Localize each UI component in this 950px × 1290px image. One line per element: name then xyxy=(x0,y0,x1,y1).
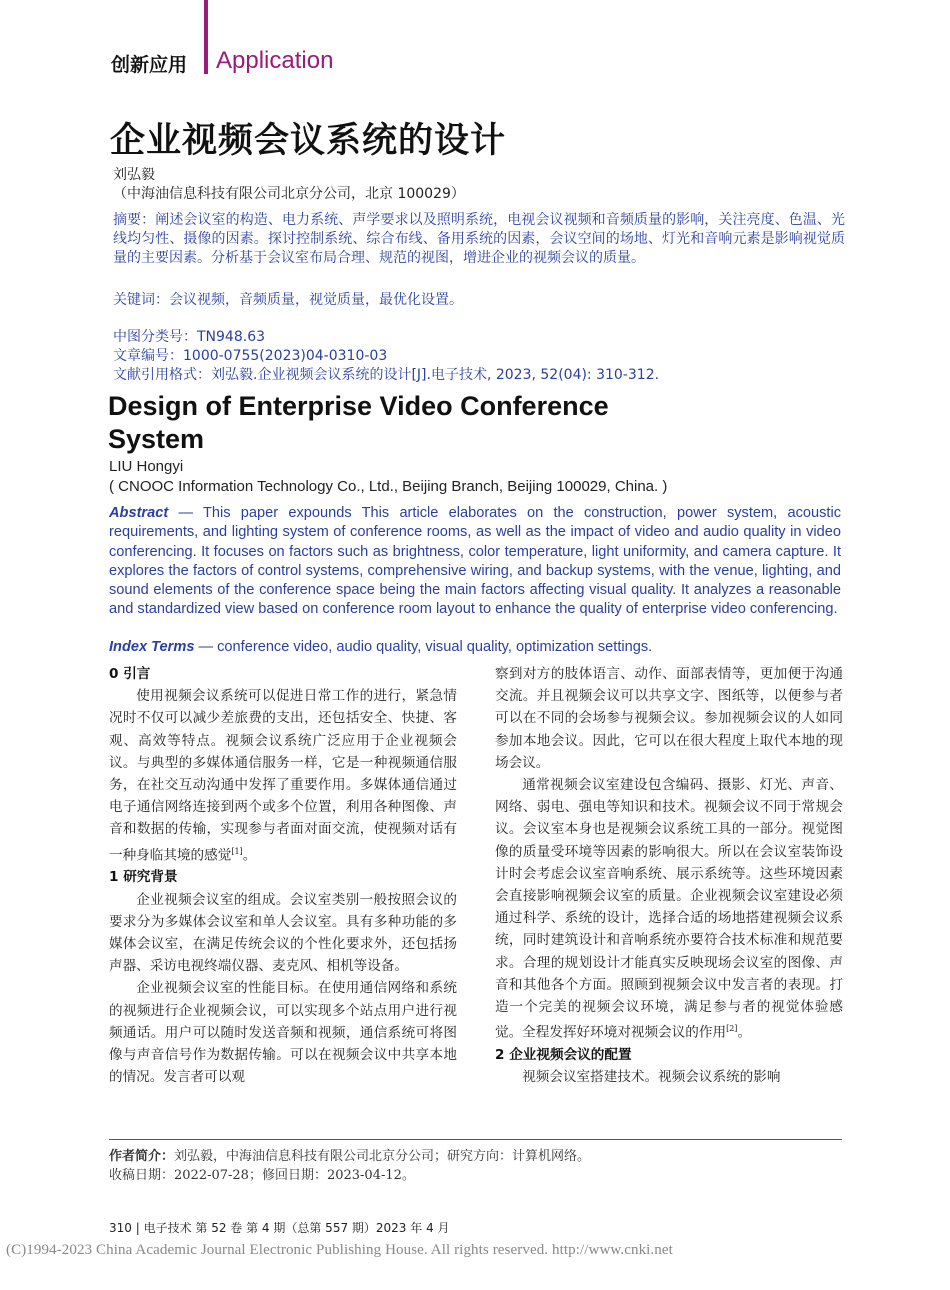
body-paragraph: 通常视频会议室建设包含编码、摄影、灯光、声音、网络、弱电、强电等知识和技术。视频会议不同于常规会议。会议室本身也是视频会议系统工具的一部分。视觉图像的质量受环境等因素的影响很大。所以在会议室装饰设计时会考虑会议室音响系统、展示系统等。这些环境因素会直接影响视频会议室的质量。企业视频会议室建设必须通过科学、系统的设计，选择合适的场地搭建视频会议系统，同时建筑设计和音响系统亦要符合技术标准和规范要求。合理的规划设计才能真实反映现场会议室的图像、声音和其他各个方面。照顾到视频会议中发言者的表现。打造一个完美的视频会议环境，满足参与者的视觉体验感觉。全程发挥好环境对视频会议的作用[2]。 xyxy=(495,777,843,1041)
abstract-en-label: Abstract xyxy=(109,505,169,521)
body-left-column xyxy=(109,663,457,1088)
citation-format: 文献引用格式：刘弘毅.企业视频会议系统的设计[J].电子技术, 2023, 52(04): 310-312. xyxy=(113,367,660,383)
section-heading-0: 0 引言 xyxy=(109,666,151,682)
keywords-en xyxy=(109,639,652,655)
author-bio-label: 作者简介： xyxy=(109,1149,175,1164)
body-right-column xyxy=(495,663,843,1088)
column-label: 创新应用 xyxy=(111,54,188,76)
keywords-cn-label: 关键词： xyxy=(113,292,169,308)
section-heading-2: 2 企业视频会议的配置 xyxy=(495,1046,632,1063)
keywords-cn xyxy=(113,289,463,309)
body-paragraph: 使用视频会议系统可以促进日常工作的进行，紧急情况时不仅可以减少差旅费的支出，还包括安全、快捷、客观、高效等特点。视频会议系统广泛应用于企业视频会议。与典型的多媒体通信服务一样，它是一种视频通信服务，在社交互动沟通中发挥了重要作用。多媒体通信通过电子通信网络连接到两个或多个位置，利用各种图像、声音和数据的传输，实现参与者面对面交流，使视频对话有一种身临其境的感觉[1]。 xyxy=(109,688,457,864)
column-label-en: Application xyxy=(216,47,334,74)
footnote-divider xyxy=(109,1139,842,1140)
abstract-en xyxy=(109,504,841,620)
affiliation-en: ( CNOOC Information Technology Co., Ltd., Beijing Branch, Beijing 100029, China. ) xyxy=(109,478,668,495)
affiliation-cn: （中海油信息科技有限公司北京分公司，北京 100029） xyxy=(113,186,465,202)
abstract-cn-text: 阐述会议室的构造、电力系统、声学要求以及照明系统，电视会议视频和音频质量的影响，关注亮度、色温、光线均匀性、摄像的因素。探讨控制系统、综合布线、备用系统的因素，会议空间的场地、灯光和音响元素是影响视觉质量的主要因素。分析基于会议室布局合理、规范的视图，增进企业的视频会议的质量。 xyxy=(113,212,846,266)
copyright-watermark: (C)1994-2023 China Academic Journal Electronic Publishing House. All rights reserved. http://www.cnki.net xyxy=(6,1242,673,1258)
abstract-cn-label: 摘要： xyxy=(113,212,156,228)
author-en: LIU Hongyi xyxy=(109,458,184,475)
clc-number: 中图分类号：TN948.63 xyxy=(113,329,266,345)
keywords-en-label: Index Terms xyxy=(109,639,195,655)
body-paragraph: 企业视频会议室的性能目标。在使用通信网络和系统的视频进行企业视频会议，可以实现多个站点用户进行视频通话。用户可以随时发送音频和视频，通信系统可将图像与声音信号作为数据传输。可以在视频会议中共享本地的情况。发言者可以观 xyxy=(109,980,457,1086)
body-paragraph: 察到对方的肢体语言、动作、面部表情等，更加便于沟通交流。并且视频会议可以共享文字、图纸等，以便参与者可以在不同的会场参与视频会议。参加视频会议的人如同参加本地会议。因此，它可以在很大程度上取代本地的现场会议。 xyxy=(495,666,843,771)
keywords-en-text: — conference video, audio quality, visual quality, optimization settings. xyxy=(194,639,653,655)
paper-title-en: Design of Enterprise Video Conference System xyxy=(108,391,609,454)
author-bio-text: 刘弘毅，中海油信息科技有限公司北京分公司；研究方向：计算机网络。 xyxy=(174,1149,591,1164)
author-bio xyxy=(109,1145,590,1164)
header-accent-bar xyxy=(204,0,208,74)
citation-ref[interactable]: [2] xyxy=(726,1024,738,1034)
body-paragraph: 视频会议室搭建技术。视频会议系统的影响 xyxy=(522,1069,781,1086)
article-number: 文章编号：1000-0755(2023)04-0310-03 xyxy=(113,348,388,364)
body-paragraph: 企业视频会议室的组成。会议室类别一般按照会议的要求分为多媒体会议室和单人会议室。具有多种功能的多媒体会议室，在满足传统会议的个性化要求外，还包括扬声器、采访电视终端仪器、麦克风、相机等设备。 xyxy=(109,891,457,975)
abstract-cn xyxy=(113,211,845,268)
paper-title-cn: 企业视频会议系统的设计 xyxy=(110,121,507,161)
page-footer: 310 | 电子技术 第 52 卷 第 4 期（总第 557 期）2023 年 4 月 xyxy=(109,1221,450,1235)
author-cn: 刘弘毅 xyxy=(113,167,155,183)
keywords-cn-text: 会议视频，音频质量，视觉质量，最优化设置。 xyxy=(169,292,463,308)
received-dates: 收稿日期：2022-07-28；修回日期：2023-04-12。 xyxy=(109,1168,415,1183)
abstract-en-text: — This paper expounds This article elaborates on the construction, power system, acoustic requirements, and lighting system of conference rooms, as well as the impact of video and audio quality in video conferencing. It focuses on factors such as brightness, color temperature, light uniformity, and camera capture. It explores the factors of control systems, comprehensive wiring, and backup systems, with the venue, lighting, and sound elements of the conference space being the main factors affecting visual quality. It analyzes a reasonable and standardized view based on conference room layout to enhance the quality of enterprise video conferencing. xyxy=(109,505,841,618)
citation-ref[interactable]: [1] xyxy=(231,846,243,856)
section-heading-1: 1 研究背景 xyxy=(109,869,178,886)
